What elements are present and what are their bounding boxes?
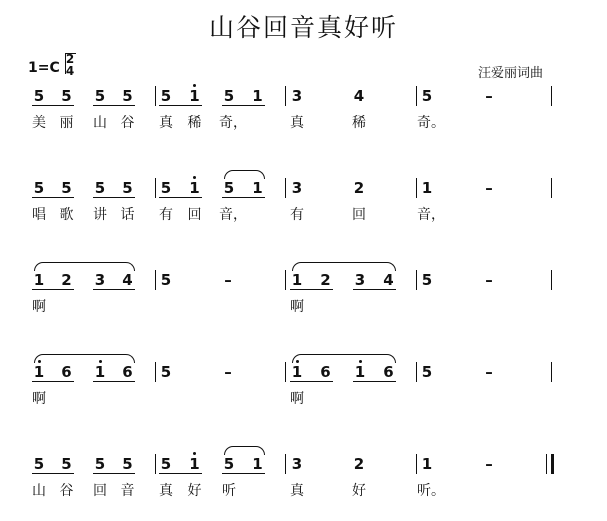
note: – <box>224 363 232 381</box>
lyric-char: 谷 <box>59 483 74 499</box>
lyric-char: 回 <box>93 483 107 499</box>
note: 5 <box>33 455 45 473</box>
beam-underline <box>290 381 333 382</box>
high-octave-dot <box>193 176 196 179</box>
note: 1 <box>252 179 263 197</box>
note: – <box>485 271 493 289</box>
note: 5 <box>421 363 433 381</box>
note: 5 <box>122 179 133 197</box>
bar-line <box>285 270 286 290</box>
beam-underline <box>93 197 135 198</box>
beam-underline <box>32 473 74 474</box>
lyric-char: 奇。 <box>417 115 445 131</box>
bar-line <box>285 362 286 382</box>
lyric-char: 唱 <box>32 207 46 223</box>
beam-underline <box>222 105 265 106</box>
beam-underline <box>93 473 135 474</box>
beam-underline <box>93 105 135 106</box>
bar-line <box>416 362 417 382</box>
beam-underline <box>353 289 396 290</box>
note: 6 <box>320 363 331 381</box>
lyric-char: 啊 <box>290 299 304 315</box>
beam-underline <box>32 197 74 198</box>
note: 1 <box>33 363 45 381</box>
note: 5 <box>122 455 133 473</box>
lyric-char: 奇， <box>219 115 247 131</box>
note: 2 <box>353 455 365 473</box>
note: 1 <box>252 87 263 105</box>
note: 5 <box>160 363 172 381</box>
note: 3 <box>291 179 303 197</box>
beam-underline <box>93 381 135 382</box>
lyric-char: 话 <box>120 207 135 223</box>
note: 5 <box>94 455 106 473</box>
lyric-char: 好 <box>352 483 366 499</box>
note: 5 <box>94 87 106 105</box>
lyric-char: 歌 <box>59 207 74 223</box>
high-octave-dot <box>193 452 196 455</box>
lyric-char: 音 <box>120 483 135 499</box>
beam-underline <box>32 105 74 106</box>
note: 1 <box>189 87 200 105</box>
note: 1 <box>421 455 433 473</box>
note: 2 <box>353 179 365 197</box>
key-signature: 1=C <box>28 60 60 76</box>
bar-line <box>416 454 417 474</box>
lyric-char: 回 <box>187 207 202 223</box>
composer-credit: 汪爱丽词曲 <box>478 66 544 81</box>
lyric-char: 有 <box>290 207 304 223</box>
note: 6 <box>61 363 72 381</box>
note: 5 <box>160 87 172 105</box>
note: 6 <box>122 363 133 381</box>
note: 1 <box>354 363 366 381</box>
lyric-char: 稀 <box>352 115 366 131</box>
lyric-char: 稀 <box>187 115 202 131</box>
bar-line <box>546 454 547 474</box>
note: 5 <box>61 455 72 473</box>
beam-underline <box>32 289 74 290</box>
bar-line <box>551 86 552 106</box>
lyric-char: 真 <box>290 483 304 499</box>
note: 1 <box>291 363 303 381</box>
lyric-char: 音， <box>219 207 247 223</box>
bar-line <box>155 178 156 198</box>
note: 1 <box>94 363 106 381</box>
note: 5 <box>421 271 433 289</box>
bar-line <box>155 454 156 474</box>
bar-line <box>551 270 552 290</box>
bar-line <box>416 86 417 106</box>
bar-line <box>155 270 156 290</box>
lyric-char: 真 <box>290 115 304 131</box>
note: 5 <box>223 87 235 105</box>
beam-underline <box>159 105 202 106</box>
slur-arc <box>224 446 265 455</box>
bar-line <box>285 454 286 474</box>
note: – <box>485 363 493 381</box>
high-octave-dot <box>193 84 196 87</box>
beam-underline <box>353 381 396 382</box>
lyric-char: 回 <box>352 207 366 223</box>
slur-arc <box>292 262 396 271</box>
bar-line <box>285 178 286 198</box>
note: 1 <box>189 455 200 473</box>
lyric-char: 有 <box>159 207 173 223</box>
beam-underline <box>222 473 265 474</box>
bar-line <box>551 178 552 198</box>
note: 1 <box>189 179 200 197</box>
note: 5 <box>61 179 72 197</box>
lyric-char: 山 <box>93 115 107 131</box>
lyric-char: 美 <box>32 115 46 131</box>
lyric-char: 山 <box>32 483 46 499</box>
note: 5 <box>122 87 133 105</box>
note: 3 <box>291 87 303 105</box>
note: 1 <box>421 179 433 197</box>
beam-underline <box>159 197 202 198</box>
lyric-char: 真 <box>159 115 173 131</box>
lyric-char: 音， <box>417 207 445 223</box>
lyric-char: 好 <box>187 483 202 499</box>
final-bar-line <box>551 454 554 474</box>
note: 5 <box>33 179 45 197</box>
note: 5 <box>61 87 72 105</box>
lyric-char: 听。 <box>417 483 445 499</box>
lyric-char: 啊 <box>32 299 46 315</box>
note: 3 <box>291 455 303 473</box>
note: 2 <box>320 271 331 289</box>
time-signature <box>64 53 76 77</box>
beam-underline <box>222 197 265 198</box>
lyric-char: 讲 <box>93 207 107 223</box>
bar-line <box>285 86 286 106</box>
note: – <box>224 271 232 289</box>
note: 6 <box>383 363 394 381</box>
note: 5 <box>160 455 172 473</box>
note: 1 <box>252 455 263 473</box>
note: – <box>485 87 493 105</box>
note: 3 <box>94 271 106 289</box>
beam-underline <box>290 289 333 290</box>
slur-arc <box>292 354 396 363</box>
note: 5 <box>421 87 433 105</box>
song-title: 山谷回音真好听 <box>208 13 398 42</box>
slur-arc <box>224 170 265 179</box>
lyric-char: 谷 <box>120 115 135 131</box>
note: 3 <box>354 271 366 289</box>
note: 5 <box>160 271 172 289</box>
lyric-char: 丽 <box>59 115 74 131</box>
note: 2 <box>61 271 72 289</box>
lyric-char: 真 <box>159 483 173 499</box>
slur-arc <box>34 262 135 271</box>
note: 1 <box>291 271 303 289</box>
time-signature-line <box>65 53 76 74</box>
note: 4 <box>353 87 365 105</box>
note: 4 <box>383 271 394 289</box>
note: 5 <box>223 455 235 473</box>
lyric-char: 啊 <box>32 391 46 407</box>
beam-underline <box>32 381 74 382</box>
time-signature-top: 2 <box>65 52 75 66</box>
note: 5 <box>94 179 106 197</box>
note: 1 <box>33 271 45 289</box>
note: – <box>485 179 493 197</box>
bar-line <box>416 270 417 290</box>
bar-line <box>155 86 156 106</box>
time-signature-bottom: 4 <box>65 64 75 78</box>
bar-line <box>155 362 156 382</box>
note: 5 <box>33 87 45 105</box>
bar-line <box>551 362 552 382</box>
note: 5 <box>223 179 235 197</box>
lyric-char: 啊 <box>290 391 304 407</box>
bar-line <box>416 178 417 198</box>
note: 5 <box>160 179 172 197</box>
note: 4 <box>122 271 133 289</box>
lyric-char: 听 <box>222 483 236 499</box>
note: – <box>485 455 493 473</box>
beam-underline <box>93 289 135 290</box>
beam-underline <box>159 473 202 474</box>
slur-arc <box>34 354 135 363</box>
